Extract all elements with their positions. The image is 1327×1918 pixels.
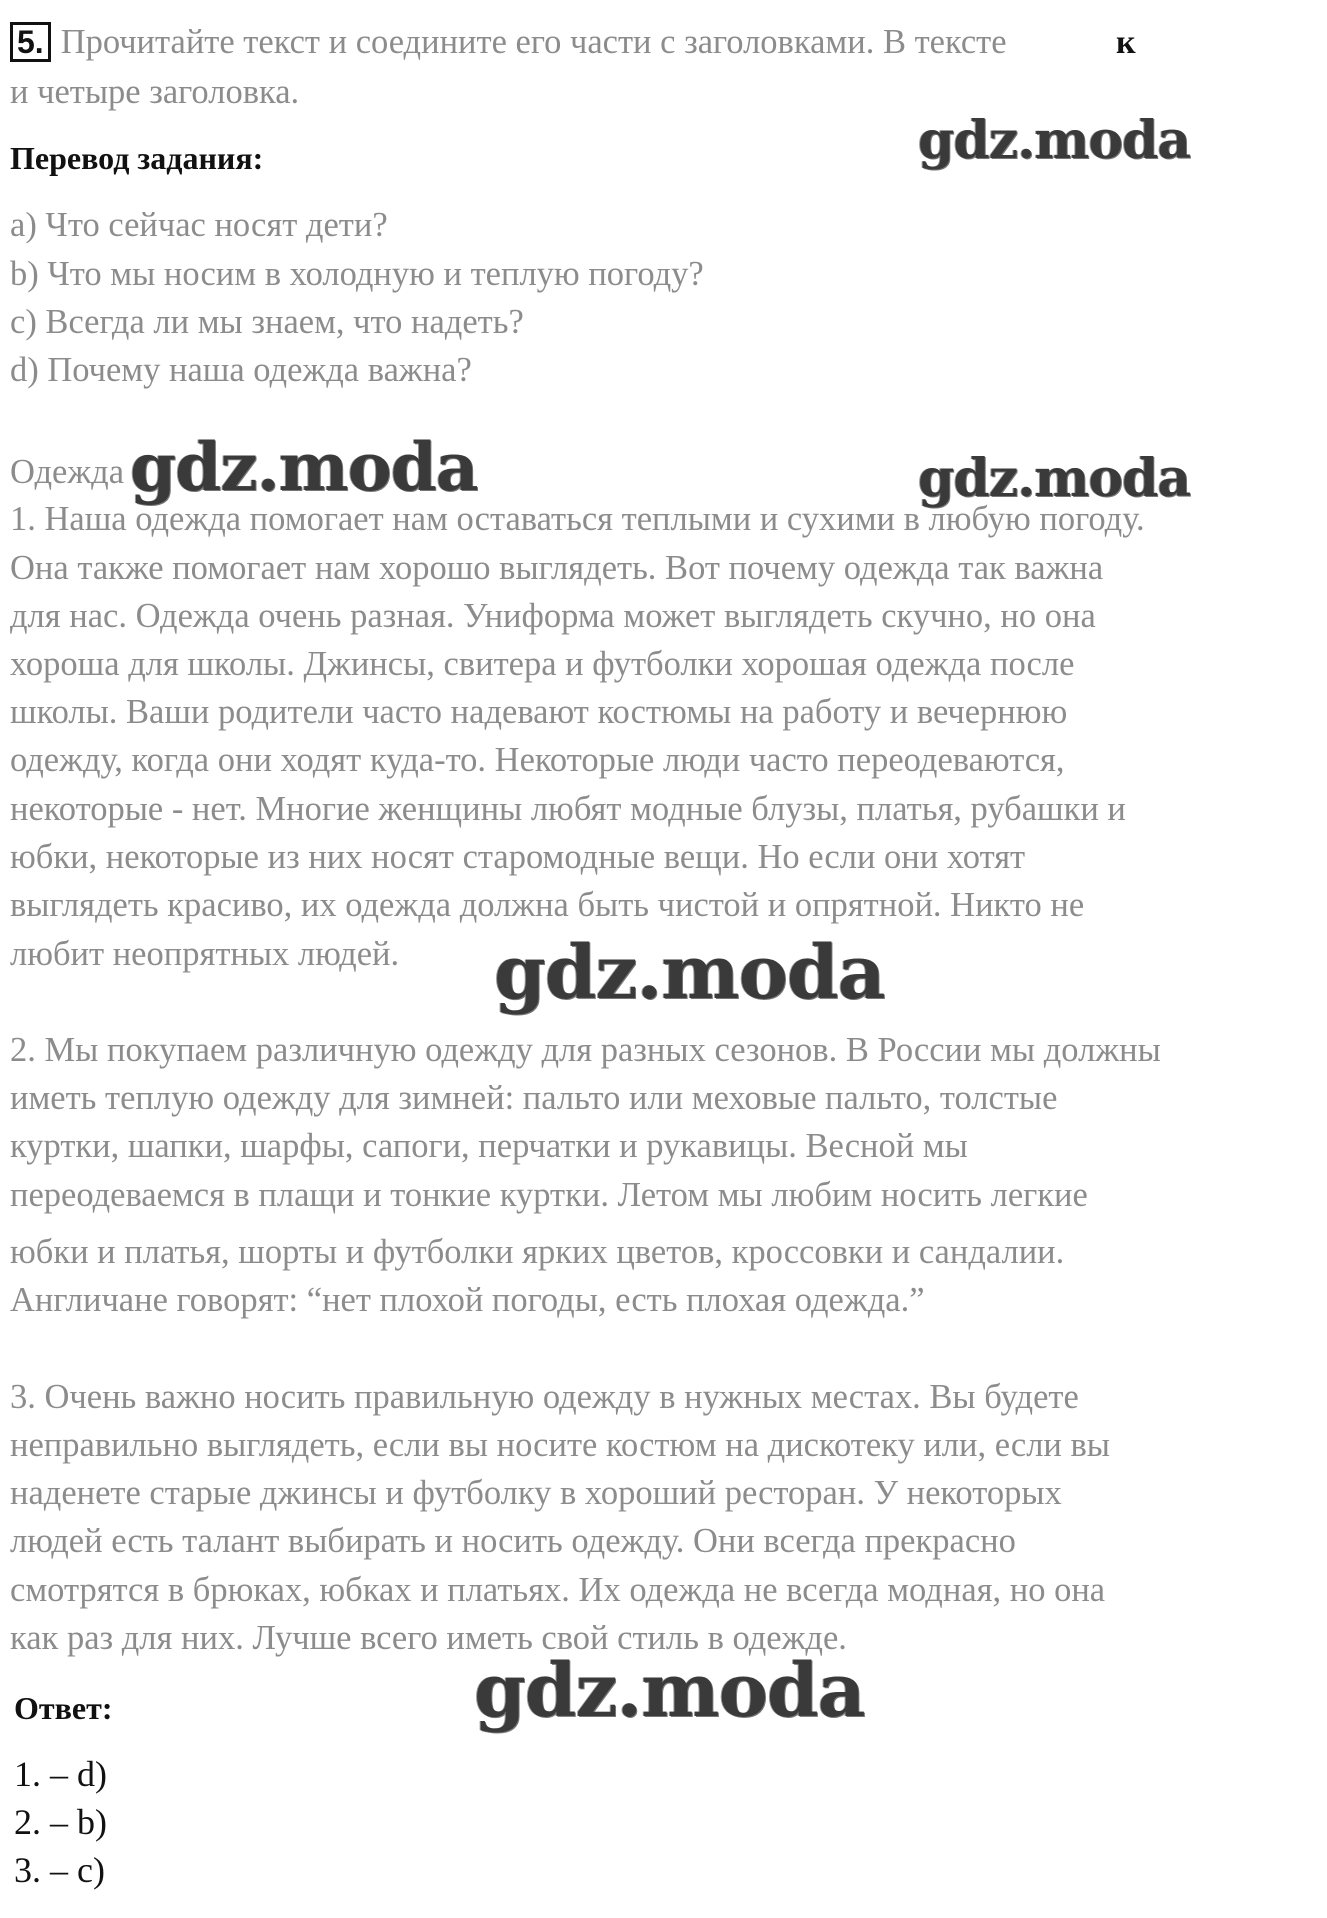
paragraph-line: 1. Наша одежда помогает нам оставаться теплыми и сухими в любую погоду. xyxy=(10,500,1145,538)
paragraph-line: неправильно выглядеть, если вы носите костюм на дискотеку или, если вы xyxy=(10,1426,1110,1464)
question-d: d) Почему наша одежда важна? xyxy=(10,351,472,389)
question-a: a) Что сейчас носят дети? xyxy=(10,206,388,244)
answer-3: 3. – c) xyxy=(14,1850,105,1890)
question-c: c) Всегда ли мы знаем, что надеть? xyxy=(10,303,524,341)
paragraph-line: любит неопрятных людей. xyxy=(10,935,400,973)
answer-heading: Ответ: xyxy=(14,1690,113,1726)
task-number: 5. xyxy=(10,22,51,62)
paragraph-line: 2. Мы покупаем различную одежду для разных сезонов. В России мы должны xyxy=(10,1031,1161,1069)
text-title: Одежда xyxy=(10,453,125,491)
paragraph-line: людей есть талант выбирать и носить одежду. Они всегда прекрасно xyxy=(10,1522,1016,1560)
paragraph-line: юбки и платья, шорты и футболки ярких цветов, кроссовки и сандалии. xyxy=(10,1233,1065,1271)
paragraph-line: наденете старые джинсы и футболку в хороший ресторан. У некоторых xyxy=(10,1474,1062,1512)
task-instruction-line1: Прочитайте текст и соедините его части с заголовками. В тексте xyxy=(60,23,1007,61)
watermark: gdz.moda xyxy=(494,930,885,1016)
paragraph-line: смотрятся в брюках, юбках и платьях. Их одежда не всегда модная, но она xyxy=(10,1571,1106,1609)
paragraph-line: школы. Ваши родители часто надевают костюмы на работу и вечернюю xyxy=(10,693,1068,731)
paragraph-line: Англичане говорят: “нет плохой погоды, есть плохая одежда.” xyxy=(10,1281,925,1319)
answer-2: 2. – b) xyxy=(14,1802,107,1842)
task-instruction-line2: и четыре заголовка. xyxy=(10,73,300,111)
paragraph-line: выглядеть красиво, их одежда должна быть чистой и опрятной. Никто не xyxy=(10,886,1085,924)
answer-1: 1. – d) xyxy=(14,1754,107,1794)
paragraph-line: иметь теплую одежду для зимней: пальто или меховые пальто, толстые xyxy=(10,1079,1058,1117)
watermark: gdz.moda xyxy=(918,110,1191,171)
paragraph-line: одежду, когда они ходят куда-то. Некоторые люди часто переодеваются, xyxy=(10,741,1065,779)
watermark: gdz.moda xyxy=(130,428,478,506)
watermark: gdz.moda xyxy=(474,1648,865,1734)
task-header xyxy=(10,22,1007,62)
question-b: b) Что мы носим в холодную и теплую погоду? xyxy=(10,255,704,293)
paragraph-line: Она также помогает нам хорошо выглядеть. Вот почему одежда так важна xyxy=(10,549,1104,587)
paragraph-line: куртки, шапки, шарфы, сапоги, перчатки и рукавицы. Весной мы xyxy=(10,1127,968,1165)
paragraph-line: юбки, некоторые из них носят старомодные вещи. Но если они хотят xyxy=(10,838,1026,876)
paragraph-line: хороша для школы. Джинсы, свитера и футболки хорошая одежда после xyxy=(10,645,1075,683)
paragraph-line: для нас. Одежда очень разная. Униформа может выглядеть скучно, но она xyxy=(10,597,1096,635)
translation-heading: Перевод задания: xyxy=(10,140,264,176)
paragraph-line: переодеваемся в плащи и тонкие куртки. Летом мы любим носить легкие xyxy=(10,1176,1088,1214)
corner-mark: к xyxy=(1116,24,1136,61)
watermark: gdz.moda xyxy=(918,448,1191,509)
paragraph-line: некоторые - нет. Многие женщины любят модные блузы, платья, рубашки и xyxy=(10,790,1126,828)
paragraph-line: 3. Очень важно носить правильную одежду в нужных местах. Вы будете xyxy=(10,1378,1079,1416)
paragraph-line: как раз для них. Лучше всего иметь свой стиль в одежде. xyxy=(10,1619,847,1657)
